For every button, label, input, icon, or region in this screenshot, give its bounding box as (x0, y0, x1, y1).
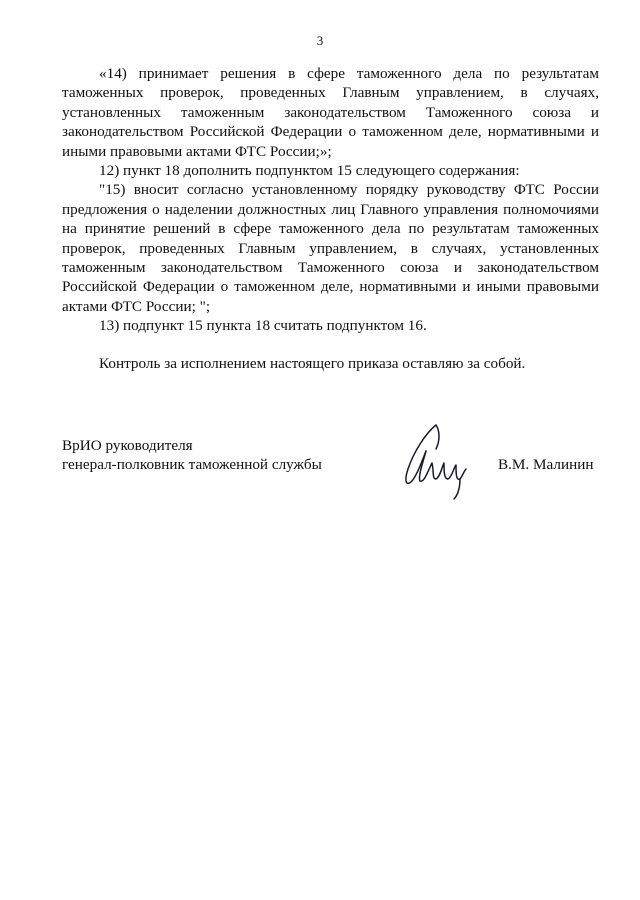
signer-name: В.М. Малинин (498, 456, 594, 473)
closing-statement: Контроль за исполнением настоящего приказа оставляю за собой. (99, 355, 526, 372)
paragraph-item-13: 13) подпункт 15 пункта 18 считать подпунктом 16. (99, 317, 427, 335)
signer-position-line-1: ВрИО руководителя (62, 437, 193, 454)
paragraph-item-12: 12) пункт 18 дополнить подпунктом 15 следующего содержания: (99, 162, 520, 180)
paragraph-item-15: "15) вносит согласно установленному порядку руководству ФТС России предложения о наделении должностных лиц Главного управления полномочиями на принятие решений в сфере таможенного дела по результатам таможенных проверок, проведенных Главным управлением, в случаях, установленных таможенным законодательством Таможенного союза и законодательством Российской Федерации о таможенном деле, нормативными и иными правовыми актами ФТС России; "; (62, 181, 599, 315)
document-body (62, 64, 599, 336)
signature-icon (396, 421, 474, 503)
paragraph-item-14: «14) принимает решения в сфере таможенного дела по результатам таможенных проверок, проведенных Главным управлением, в случаях, установленных таможенным законодательством Таможенного союза и законодательством Российской Федерации о таможенном деле, нормативными и иными правовыми актами ФТС России;»; (62, 65, 599, 160)
signer-position-line-2: генерал-полковник таможенной службы (62, 456, 322, 474)
page-number: 3 (316, 33, 324, 48)
signer-position (62, 436, 322, 475)
